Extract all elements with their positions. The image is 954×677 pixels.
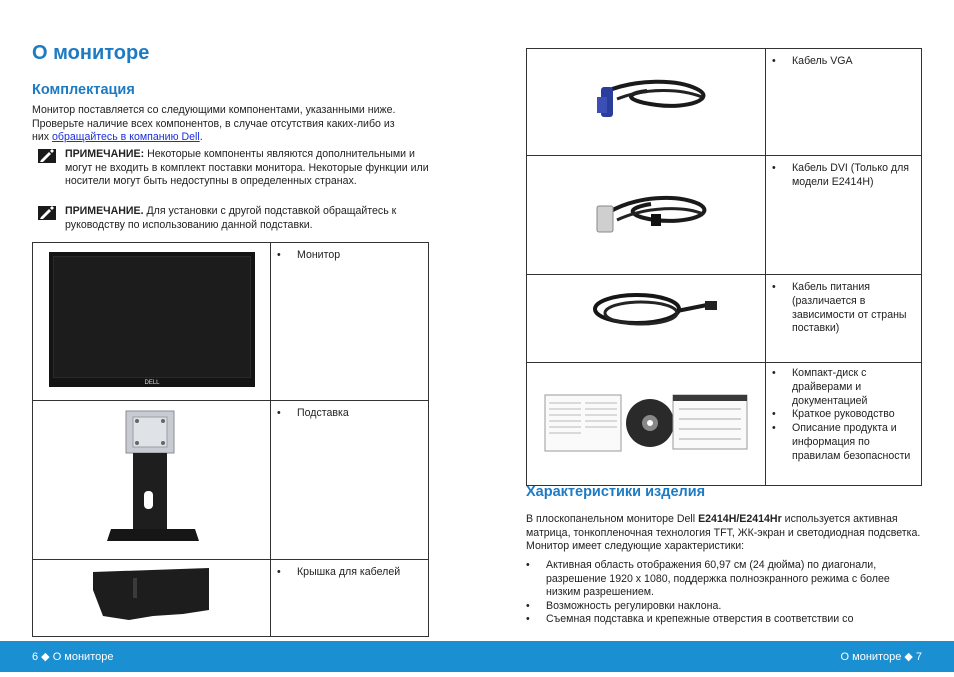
dell-logo: DELL [144, 380, 160, 386]
table-row [33, 243, 429, 401]
page-title: О мониторе [32, 42, 150, 64]
dvi-cable-image [527, 156, 766, 275]
list-item: • Кабель DVI (Только для модели E2414H) [766, 162, 921, 190]
table-row [527, 363, 922, 486]
table-row [527, 49, 922, 156]
table-row [527, 156, 922, 275]
list-item: • Активная область отображения 60,97 см (24 дюйма) по диагонали, разрешение 1920 x 1080, поддержка полноэкранного режима с более низким разрешением. [526, 559, 926, 600]
note-block [32, 148, 432, 204]
model-name: E2414H/E2414Hr [698, 513, 782, 525]
stand-image [33, 401, 271, 560]
section-heading-features: Характеристики изделия [526, 484, 706, 500]
item-cell [271, 401, 429, 560]
vga-cable-image [527, 49, 766, 156]
documentation-image [527, 363, 766, 486]
table-row [33, 560, 429, 637]
features-paragraph: В плоскопанельном мониторе Dell E2414H/E2414Hr используется активная матрица, тонкопленочная технология TFT, ЖК-экран и светодиодная подсветка. Монитор имеет следующие характеристики: [526, 513, 921, 552]
features-list [526, 559, 926, 627]
item-cell [766, 156, 922, 275]
intro-line: Проверьте наличие всех компонентов, в случае отсутствия каких-либо из [32, 117, 395, 130]
list-item: • Краткое руководство [766, 408, 921, 422]
contact-dell-link[interactable]: обращайтесь в компанию Dell [52, 131, 200, 143]
note-text: ПРИМЕЧАНИЕ: Некоторые компоненты являются дополнительными и могут не входить в комплект поставки монитора. Некоторые функции или носители могут быть недоступны в определенных странах. [65, 148, 429, 187]
package-contents-table-continued [526, 48, 922, 486]
note-icon [38, 206, 56, 220]
note-text: ПРИМЕЧАНИЕ. Для установки с другой подставкой обращайтесь к руководству по использованию данной подставки. [65, 205, 397, 231]
package-contents-table [32, 242, 429, 637]
intro-line: них обращайтесь в компанию Dell. [32, 131, 203, 143]
list-item: • Подставка [271, 407, 428, 421]
item-cell [766, 275, 922, 363]
item-cell [271, 560, 429, 637]
list-item: • Кабель питания (различается в зависимости от страны поставки) [766, 281, 921, 336]
item-cell [766, 363, 922, 486]
list-item: • Компакт-диск с драйверами и документацией [766, 367, 921, 408]
list-item: • Крышка для кабелей [271, 566, 428, 580]
list-item: • Кабель VGA [766, 55, 921, 69]
list-item: • Возможность регулировки наклона. [526, 600, 926, 614]
note-icon [38, 149, 56, 163]
intro-line: Монитор поставляется со следующими компонентами, указанными ниже. [32, 104, 396, 116]
monitor-image [33, 243, 271, 401]
cable-cover-image [33, 560, 271, 637]
intro-paragraph [32, 104, 442, 145]
list-item: • Съемная подставка и крепежные отверстия в соответствии со [526, 613, 926, 627]
footer-left-page-number: 6 ◆ О мониторе [32, 651, 114, 663]
table-row [33, 401, 429, 560]
footer-right-page-number: О мониторе ◆ 7 [840, 651, 922, 663]
page-footer [0, 641, 954, 672]
section-heading-contents: Комплектация [32, 82, 135, 98]
list-item: • Монитор [271, 249, 428, 263]
table-row [527, 275, 922, 363]
power-cable-image [527, 275, 766, 363]
item-cell [766, 49, 922, 156]
item-cell [271, 243, 429, 401]
list-item: • Описание продукта и информация по правилам безопасности [766, 422, 921, 463]
note-block [32, 205, 432, 235]
